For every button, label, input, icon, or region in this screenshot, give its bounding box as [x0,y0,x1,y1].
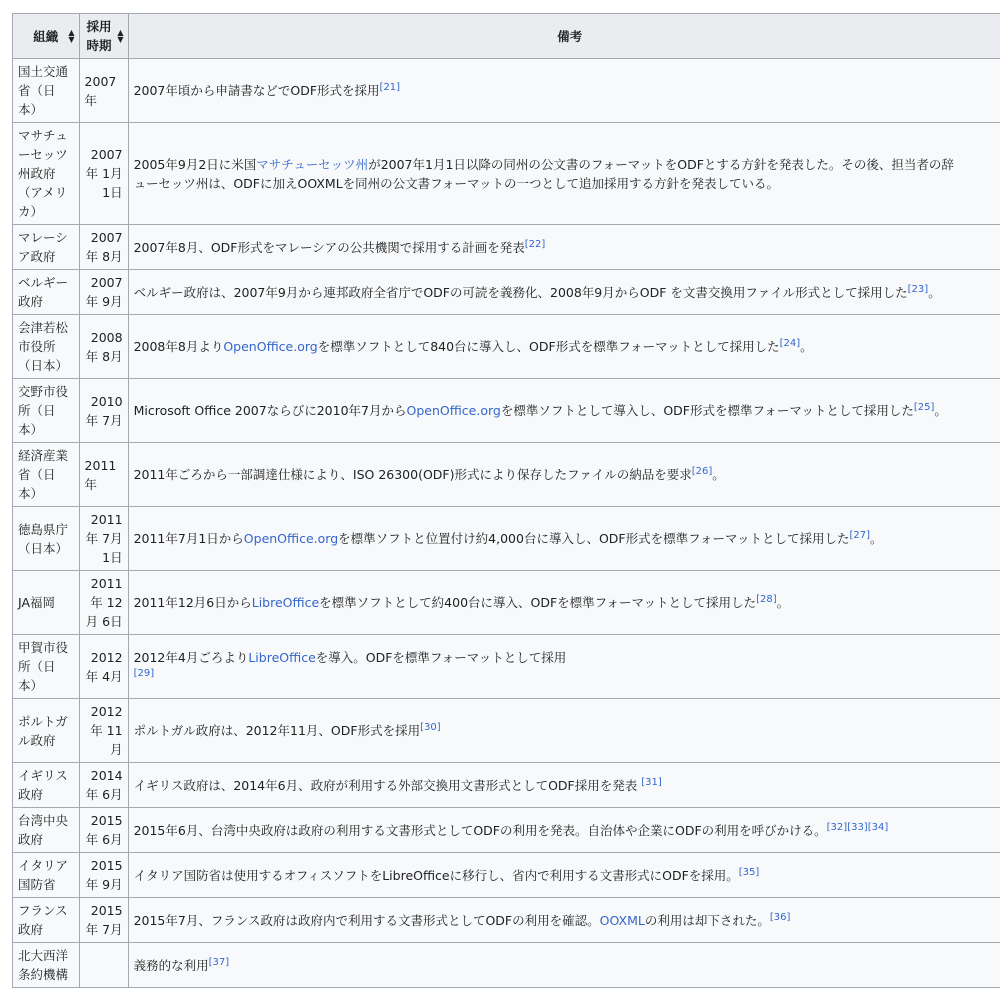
column-header-org[interactable] [13,14,80,59]
citation-link[interactable]: [37] [209,956,230,967]
note-text: が2007年1月1日以降の同州の公文書のフォーマットをODFとする方針を発表した。その後、担当者の辞 [368,157,954,172]
citation-link[interactable]: [35] [739,866,760,877]
note-text: ポルトガル政府は、2012年11月、ODF形式を採用 [134,723,421,738]
note-cell [128,225,1000,270]
citation-link[interactable]: [21] [380,82,401,93]
note-tail: 。 [928,285,941,300]
org-cell: 甲賀市役所（日本） [13,635,80,699]
wiki-link-massachusetts[interactable]: マサチューセッツ州 [256,157,368,172]
date-cell: 2015年 7月 [79,898,128,943]
date-cell: 2007年 8月 [79,225,128,270]
column-header-date-label: 採用時期 [85,17,114,55]
citation-link[interactable]: [27] [849,530,870,541]
table-row [13,898,1000,943]
note-text: を標準ソフトと位置付け約4,000台に導入し、ODF形式を標準フォーマットとして採用した [338,531,849,546]
citation-link[interactable]: [22] [525,238,546,249]
table-row [13,59,1000,123]
table-row [13,379,1000,443]
org-cell: 交野市役所（日本） [13,379,80,443]
citation-link[interactable]: [24] [780,338,801,349]
org-cell: ベルギー政府 [13,270,80,315]
wiki-link-ooxml[interactable]: OOXML [600,913,645,928]
note-tail: 。 [712,467,725,482]
table-row [13,270,1000,315]
table-row [13,943,1000,988]
odf-adoption-table-container [12,13,1000,988]
citation-link[interactable]: [28] [756,594,777,605]
note-tail: 。 [870,531,883,546]
org-cell: マレーシア政府 [13,225,80,270]
sort-arrows-icon[interactable]: ▲ ▼ [117,29,123,43]
date-cell: 2011年 [79,443,128,507]
table-row [13,699,1000,763]
note-cell [128,635,1000,699]
wiki-link-libreoffice[interactable]: LibreOffice [248,650,315,665]
note-cell [128,507,1000,571]
citation-link[interactable]: [23] [908,283,929,294]
note-cell [128,763,1000,808]
note-cell [128,123,1000,225]
date-cell: 2015年 9月 [79,853,128,898]
note-cell [128,315,1000,379]
note-text: 2005年9月2日に米国 [134,157,257,172]
date-cell: 2014年 6月 [79,763,128,808]
table-header-row [13,14,1000,59]
column-header-date[interactable] [79,14,128,59]
note-cell [128,808,1000,853]
note-text: 2008年8月より [134,339,224,354]
note-cell [128,853,1000,898]
table-row [13,123,1000,225]
note-cell [128,943,1000,988]
note-text: 2011年12月6日から [134,595,252,610]
note-cell [128,898,1000,943]
column-header-note-label: 備考 [557,27,582,46]
citation-link[interactable]: [30] [420,722,441,733]
note-text: 2015年7月、フランス政府は政府内で利用する文書形式としてODFの利用を確認。 [134,913,600,928]
note-text: 2015年6月、台湾中央政府は政府の利用する文書形式としてODFの利用を発表。自治体や企業にODFの利用を呼びかける。 [134,823,827,838]
org-cell: イタリア国防省 [13,853,80,898]
table-row [13,763,1000,808]
org-cell: 台湾中央政府 [13,808,80,853]
note-cell [128,379,1000,443]
table-row [13,808,1000,853]
table-row [13,571,1000,635]
column-header-note [128,14,1000,59]
org-cell: イギリス政府 [13,763,80,808]
table-row [13,853,1000,898]
table-row [13,635,1000,699]
org-cell: フランス政府 [13,898,80,943]
org-cell: JA福岡 [13,571,80,635]
citation-link[interactable]: [26] [692,466,713,477]
date-cell: 2007年 1月 1日 [79,123,128,225]
note-text: を標準ソフトとして約400台に導入、ODFを標準フォーマットとして採用した [319,595,756,610]
odf-adoption-table [12,13,1000,988]
note-text: ューセッツ州は、ODFに加えOOXMLを同州の公文書フォーマットの一つとして追加採用する方針を発表している。 [134,176,779,191]
citation-link[interactable]: [31] [641,776,662,787]
note-text: 2007年8月、ODF形式をマレーシアの公共機関で採用する計画を発表 [134,240,525,255]
note-cell [128,699,1000,763]
org-cell: 徳島県庁（日本） [13,507,80,571]
note-text: 義務的な利用 [134,958,209,973]
date-cell: 2010年 7月 [79,379,128,443]
table-row [13,315,1000,379]
note-text: 2011年ごろから一部調達仕様により、ISO 26300(ODF)形式により保存したファイルの納品を要求 [134,467,692,482]
table-row [13,225,1000,270]
note-text: 2011年7月1日から [134,531,244,546]
note-text: Microsoft Office 2007ならびに2010年7月から [134,403,407,418]
citation-link[interactable]: [25] [914,402,935,413]
sort-arrows-icon[interactable]: ▲ ▼ [68,29,74,43]
org-cell: 国土交通省（日本） [13,59,80,123]
date-cell: 2015年 6月 [79,808,128,853]
note-cell [128,443,1000,507]
org-cell: ポルトガル政府 [13,699,80,763]
date-cell: 2011年 7月 1日 [79,507,128,571]
note-text: を標準ソフトとして840台に導入し、ODF形式を標準フォーマットとして採用した [318,339,780,354]
note-tail: 。 [934,403,947,418]
note-cell [128,571,1000,635]
date-cell [79,943,128,988]
date-cell: 2007年 [79,59,128,123]
note-tail: 。 [800,339,813,354]
note-text: イタリア国防省は使用するオフィスソフトをLibreOfficeに移行し、省内で利用する文書形式にODFを採用。 [134,868,739,883]
wiki-link-openoffice[interactable]: OpenOffice.org [223,339,317,354]
note-text: の利用は却下された。 [645,913,770,928]
wiki-link-libreoffice[interactable]: LibreOffice [252,595,319,610]
note-text: を標準ソフトとして導入し、ODF形式を標準フォーマットとして採用した [501,403,914,418]
note-cell [128,270,1000,315]
note-tail: 。 [777,595,790,610]
org-cell: 会津若松市役所（日本） [13,315,80,379]
date-cell: 2007年 9月 [79,270,128,315]
citation-link[interactable]: [29] [134,667,155,678]
wiki-link-openoffice[interactable]: OpenOffice.org [406,403,500,418]
date-cell: 2008年 8月 [79,315,128,379]
note-text: 2007年頃から申請書などでODF形式を採用 [134,83,380,98]
table-row [13,443,1000,507]
citation-link[interactable]: [36] [770,911,791,922]
org-cell: マサチューセッツ州政府（アメリカ） [13,123,80,225]
date-cell: 2011年 12月 6日 [79,571,128,635]
note-cell [128,59,1000,123]
org-cell: 北大西洋条約機構 [13,943,80,988]
org-cell: 経済産業省（日本） [13,443,80,507]
date-cell: 2012年 4月 [79,635,128,699]
citation-link[interactable]: [32][33][34] [827,821,889,832]
column-header-org-label: 組織 [33,27,58,46]
note-text: 2012年4月ごろより [134,650,249,665]
wiki-link-openoffice[interactable]: OpenOffice.org [244,531,338,546]
note-text: ベルギー政府は、2007年9月から連邦政府全省庁でODFの可読を義務化、2008年9月からODF を文書交換用ファイル形式として採用した [134,285,908,300]
table-row [13,507,1000,571]
date-cell: 2012年 11月 [79,699,128,763]
note-text: イギリス政府は、2014年6月、政府が利用する外部交換用文書形式としてODF採用を発表 [134,778,642,793]
note-text: を導入。ODFを標準フォーマットとして採用 [316,650,567,665]
